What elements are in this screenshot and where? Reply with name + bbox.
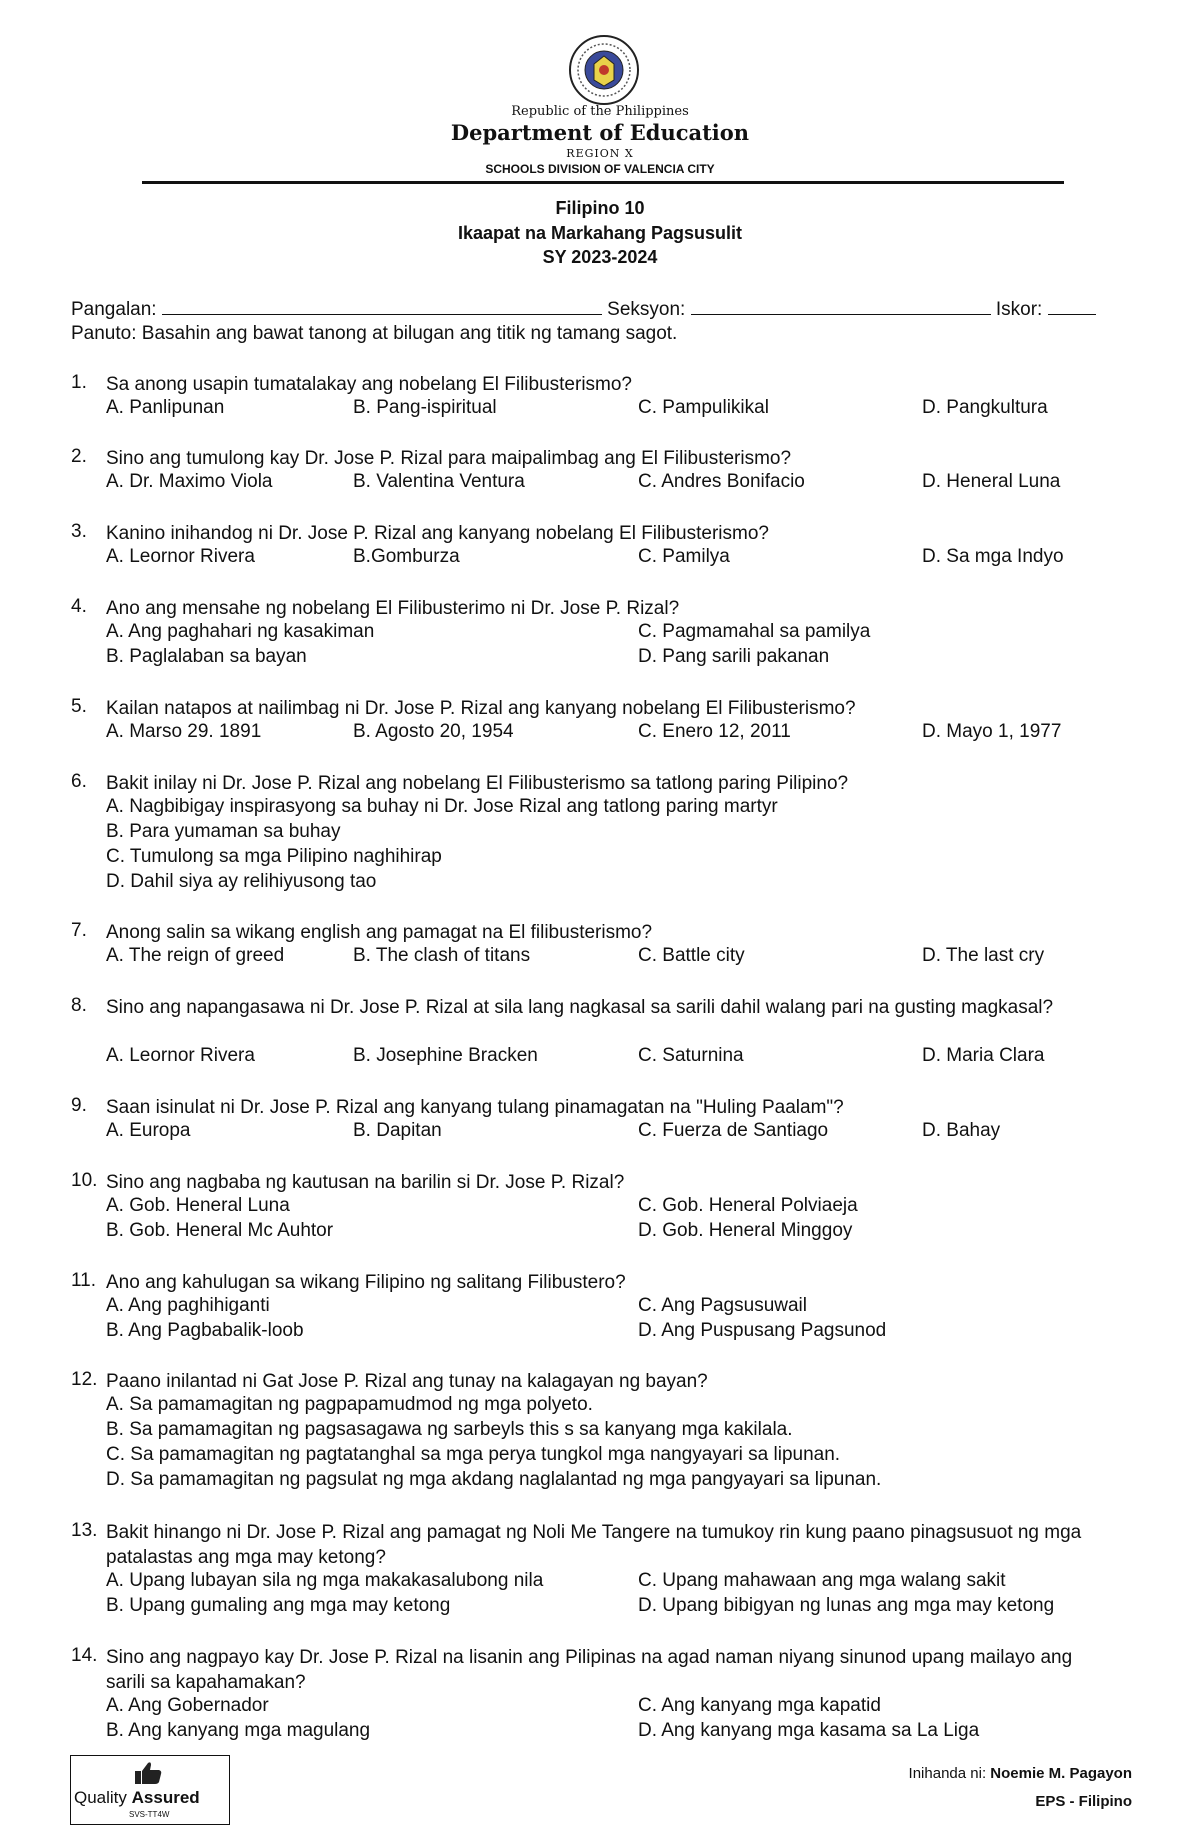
question-number: 11. bbox=[71, 1270, 97, 1291]
answer-option[interactable]: B. Sa pamamagitan ng pagsasagawa ng sarbeyls this s sa kanyang mga kakilala. bbox=[106, 1419, 793, 1440]
answer-option[interactable]: D. Sa pamamagitan ng pagsulat ng mga akdang naglalantad ng mga pangyayari sa lipunan. bbox=[106, 1469, 882, 1490]
answer-option[interactable]: C. Tumulong sa mga Pilipino naghihirap bbox=[106, 846, 442, 867]
question-number: 2. bbox=[71, 446, 87, 467]
question-number: 6. bbox=[71, 771, 87, 792]
answer-option[interactable]: D. Dahil siya ay relihiyusong tao bbox=[106, 871, 377, 892]
question-number: 12. bbox=[71, 1369, 98, 1390]
answer-option[interactable]: B. Upang gumaling ang mga may ketong bbox=[106, 1595, 451, 1616]
question-stem: Sa anong usapin tumatalakay ang nobelang El Filibusterismo? bbox=[106, 374, 632, 395]
question-number: 5. bbox=[71, 696, 87, 717]
answer-option[interactable]: C. Battle city bbox=[638, 945, 745, 966]
name-blank[interactable] bbox=[162, 298, 602, 315]
answer-option[interactable]: D. The last cry bbox=[922, 945, 1045, 966]
prepared-role: EPS - Filipino bbox=[1035, 1793, 1132, 1810]
answer-option[interactable]: B. Gob. Heneral Mc Auhtor bbox=[106, 1220, 334, 1241]
answer-option[interactable]: D. Heneral Luna bbox=[922, 471, 1061, 492]
header-divider bbox=[142, 181, 1064, 184]
answer-option[interactable]: C. Gob. Heneral Polviaeja bbox=[638, 1195, 858, 1216]
question-stem: Sino ang napangasawa ni Dr. Jose P. Rizal at sila lang nagkasal sa sarili dahil walang pari na gusting magkasal? bbox=[106, 997, 1054, 1018]
question-number: 1. bbox=[71, 372, 87, 393]
answer-option[interactable]: D. Bahay bbox=[922, 1120, 1001, 1141]
instructions: Panuto: Basahin ang bawat tanong at bilugan ang titik ng tamang sagot. bbox=[71, 323, 678, 344]
answer-option[interactable]: A. Leornor Rivera bbox=[106, 546, 255, 567]
answer-option[interactable]: B. Pang-ispiritual bbox=[353, 397, 497, 418]
question-stem: Sino ang tumulong kay Dr. Jose P. Rizal para maipalimbag ang El Filibusterismo? bbox=[106, 448, 792, 469]
quality-assured-badge bbox=[70, 1755, 230, 1825]
answer-option[interactable]: D. Ang Puspusang Pagsunod bbox=[638, 1320, 887, 1341]
question-number: 13. bbox=[71, 1520, 98, 1541]
question-stem: Ano ang kahulugan sa wikang Filipino ng salitang Filibustero? bbox=[106, 1272, 626, 1293]
question-number: 7. bbox=[71, 920, 87, 941]
prepared-name: Noemie M. Pagayon bbox=[990, 1765, 1132, 1782]
question-stem: Bakit hinango ni Dr. Jose P. Rizal ang pamagat ng Noli Me Tangere na tumukoy rin kung paano pinagsusuot ng mga patalastas ang mga may ketong? bbox=[106, 1522, 1082, 1568]
name-label: Pangalan: bbox=[71, 299, 157, 320]
answer-option[interactable]: C. Andres Bonifacio bbox=[638, 471, 805, 492]
section-label: Seksyon: bbox=[607, 299, 686, 320]
question-number: 9. bbox=[71, 1095, 87, 1116]
question-stem: Paano inilantad ni Gat Jose P. Rizal ang tunay na kalagayan ng bayan? bbox=[106, 1371, 708, 1392]
answer-option[interactable]: D. Pangkultura bbox=[922, 397, 1048, 418]
answer-option[interactable]: D. Ang kanyang mga kasama sa La Liga bbox=[638, 1720, 980, 1741]
answer-option[interactable]: A. Europa bbox=[106, 1120, 191, 1141]
question-stem: Saan isinulat ni Dr. Jose P. Rizal ang kanyang tulang pinamagatan na "Huling Paalam"? bbox=[106, 1097, 844, 1118]
score-label: Iskor: bbox=[995, 299, 1043, 320]
answer-option[interactable]: B. Agosto 20, 1954 bbox=[353, 721, 514, 742]
answer-option[interactable]: A. Marso 29. 1891 bbox=[106, 721, 262, 742]
exam-title: Ikaapat na Markahang Pagsusulit bbox=[457, 223, 743, 243]
deped-seal-icon bbox=[568, 34, 640, 106]
answer-option[interactable]: B. The clash of titans bbox=[353, 945, 531, 966]
thumbs-up-icon bbox=[133, 1760, 163, 1786]
question-number: 4. bbox=[71, 596, 87, 617]
question-number: 3. bbox=[71, 521, 87, 542]
student-info-row bbox=[71, 298, 1096, 321]
qa-quality-text: Quality bbox=[74, 1788, 127, 1807]
answer-option[interactable]: B. Paglalaban sa bayan bbox=[106, 646, 307, 667]
answer-option[interactable]: A. Gob. Heneral Luna bbox=[106, 1195, 290, 1216]
answer-option[interactable]: B. Ang Pagbabalik-loob bbox=[106, 1320, 304, 1341]
question-stem: Ano ang mensahe ng nobelang El Filibusterimo ni Dr. Jose P. Rizal? bbox=[106, 598, 680, 619]
answer-option[interactable]: A. Ang Gobernador bbox=[106, 1695, 269, 1716]
division-text: SCHOOLS DIVISION OF VALENCIA CITY bbox=[485, 162, 715, 176]
section-blank[interactable] bbox=[691, 298, 991, 315]
answer-option[interactable]: A. Ang paghahari ng kasakiman bbox=[106, 621, 375, 642]
question-number: 8. bbox=[71, 995, 87, 1016]
answer-option[interactable]: D. Pang sarili pakanan bbox=[638, 646, 830, 667]
answer-option[interactable]: C. Pagmamahal sa pamilya bbox=[638, 621, 871, 642]
answer-option[interactable]: C. Pampulikikal bbox=[638, 397, 769, 418]
question-stem: Bakit inilay ni Dr. Jose P. Rizal ang nobelang El Filibusterismo sa tatlong paring Pilipino? bbox=[106, 773, 849, 794]
question-stem: Kanino inihandog ni Dr. Jose P. Rizal ang kanyang nobelang El Filibusterismo? bbox=[106, 523, 769, 544]
answer-option[interactable]: D. Sa mga Indyo bbox=[922, 546, 1064, 567]
answer-option[interactable]: C. Pamilya bbox=[638, 546, 730, 567]
answer-option[interactable]: B. Josephine Bracken bbox=[353, 1045, 538, 1066]
answer-option[interactable]: B. Para yumaman sa buhay bbox=[106, 821, 341, 842]
question-stem: Sino ang nagpayo kay Dr. Jose P. Rizal na lisanin ang Pilipinas na agad naman niyang sinunod upang mailayo ang sarili sa kapahamakan? bbox=[106, 1647, 1073, 1693]
answer-option[interactable]: A. Nagbibigay inspirasyong sa buhay ni Dr. Jose Rizal ang tatlong paring martyr bbox=[106, 796, 778, 817]
question-stem: Kailan natapos at nailimbag ni Dr. Jose P. Rizal ang kanyang nobelang El Filibusterismo? bbox=[106, 698, 856, 719]
answer-option[interactable]: C. Fuerza de Santiago bbox=[638, 1120, 829, 1141]
republic-text: Republic of the Philippines bbox=[511, 104, 689, 119]
answer-option[interactable]: C. Enero 12, 2011 bbox=[638, 721, 791, 742]
score-blank[interactable] bbox=[1048, 298, 1096, 315]
answer-option[interactable]: A. Leornor Rivera bbox=[106, 1045, 255, 1066]
region-text: REGION X bbox=[566, 147, 634, 160]
answer-option[interactable]: D. Gob. Heneral Minggoy bbox=[638, 1220, 853, 1241]
school-year: SY 2023-2024 bbox=[542, 247, 658, 267]
question-number: 10. bbox=[71, 1170, 98, 1191]
prepared-label: Inihanda ni: bbox=[908, 1765, 987, 1782]
answer-option[interactable]: A. Sa pamamagitan ng pagpapamudmod ng mga polyeto. bbox=[106, 1394, 593, 1415]
question-stem: Sino ang nagbaba ng kautusan na barilin si Dr. Jose P. Rizal? bbox=[106, 1172, 625, 1193]
answer-option[interactable]: C. Upang mahawaan ang mga walang sakit bbox=[638, 1570, 1006, 1591]
prepared-by bbox=[909, 1765, 1132, 1782]
answer-option[interactable]: D. Maria Clara bbox=[922, 1045, 1045, 1066]
subject-title: Filipino 10 bbox=[555, 198, 645, 218]
answer-option[interactable]: C. Ang kanyang mga kapatid bbox=[638, 1695, 881, 1716]
qa-assured-text: Assured bbox=[131, 1788, 200, 1807]
answer-option[interactable]: A. Dr. Maximo Viola bbox=[106, 471, 273, 492]
answer-option[interactable]: C. Ang Pagsusuwail bbox=[638, 1295, 807, 1316]
answer-option[interactable]: A. The reign of greed bbox=[106, 945, 285, 966]
answer-option[interactable]: C. Sa pamamagitan ng pagtatanghal sa mga perya tungkol mga nangyayari sa lipunan. bbox=[106, 1444, 841, 1465]
answer-option[interactable]: C. Saturnina bbox=[638, 1045, 744, 1066]
answer-option[interactable]: B. Dapitan bbox=[353, 1120, 442, 1141]
answer-option[interactable]: A. Ang paghihiganti bbox=[106, 1295, 270, 1316]
answer-option[interactable]: D. Mayo 1, 1977 bbox=[922, 721, 1062, 742]
answer-option[interactable]: B. Ang kanyang mga magulang bbox=[106, 1720, 371, 1741]
answer-option[interactable]: A. Panlipunan bbox=[106, 397, 225, 418]
answer-option[interactable]: B.Gomburza bbox=[353, 546, 460, 567]
qa-code: SVS-TT4W bbox=[129, 1810, 170, 1819]
answer-option[interactable]: A. Upang lubayan sila ng mga makakasalubong nila bbox=[106, 1570, 544, 1591]
answer-option[interactable]: B. Valentina Ventura bbox=[353, 471, 525, 492]
question-stem: Anong salin sa wikang english ang pamagat na El filibusterismo? bbox=[106, 922, 653, 943]
department-text: Department of Education bbox=[450, 120, 750, 145]
answer-option[interactable]: D. Upang bibigyan ng lunas ang mga may ketong bbox=[638, 1595, 1055, 1616]
question-number: 14. bbox=[71, 1645, 98, 1666]
